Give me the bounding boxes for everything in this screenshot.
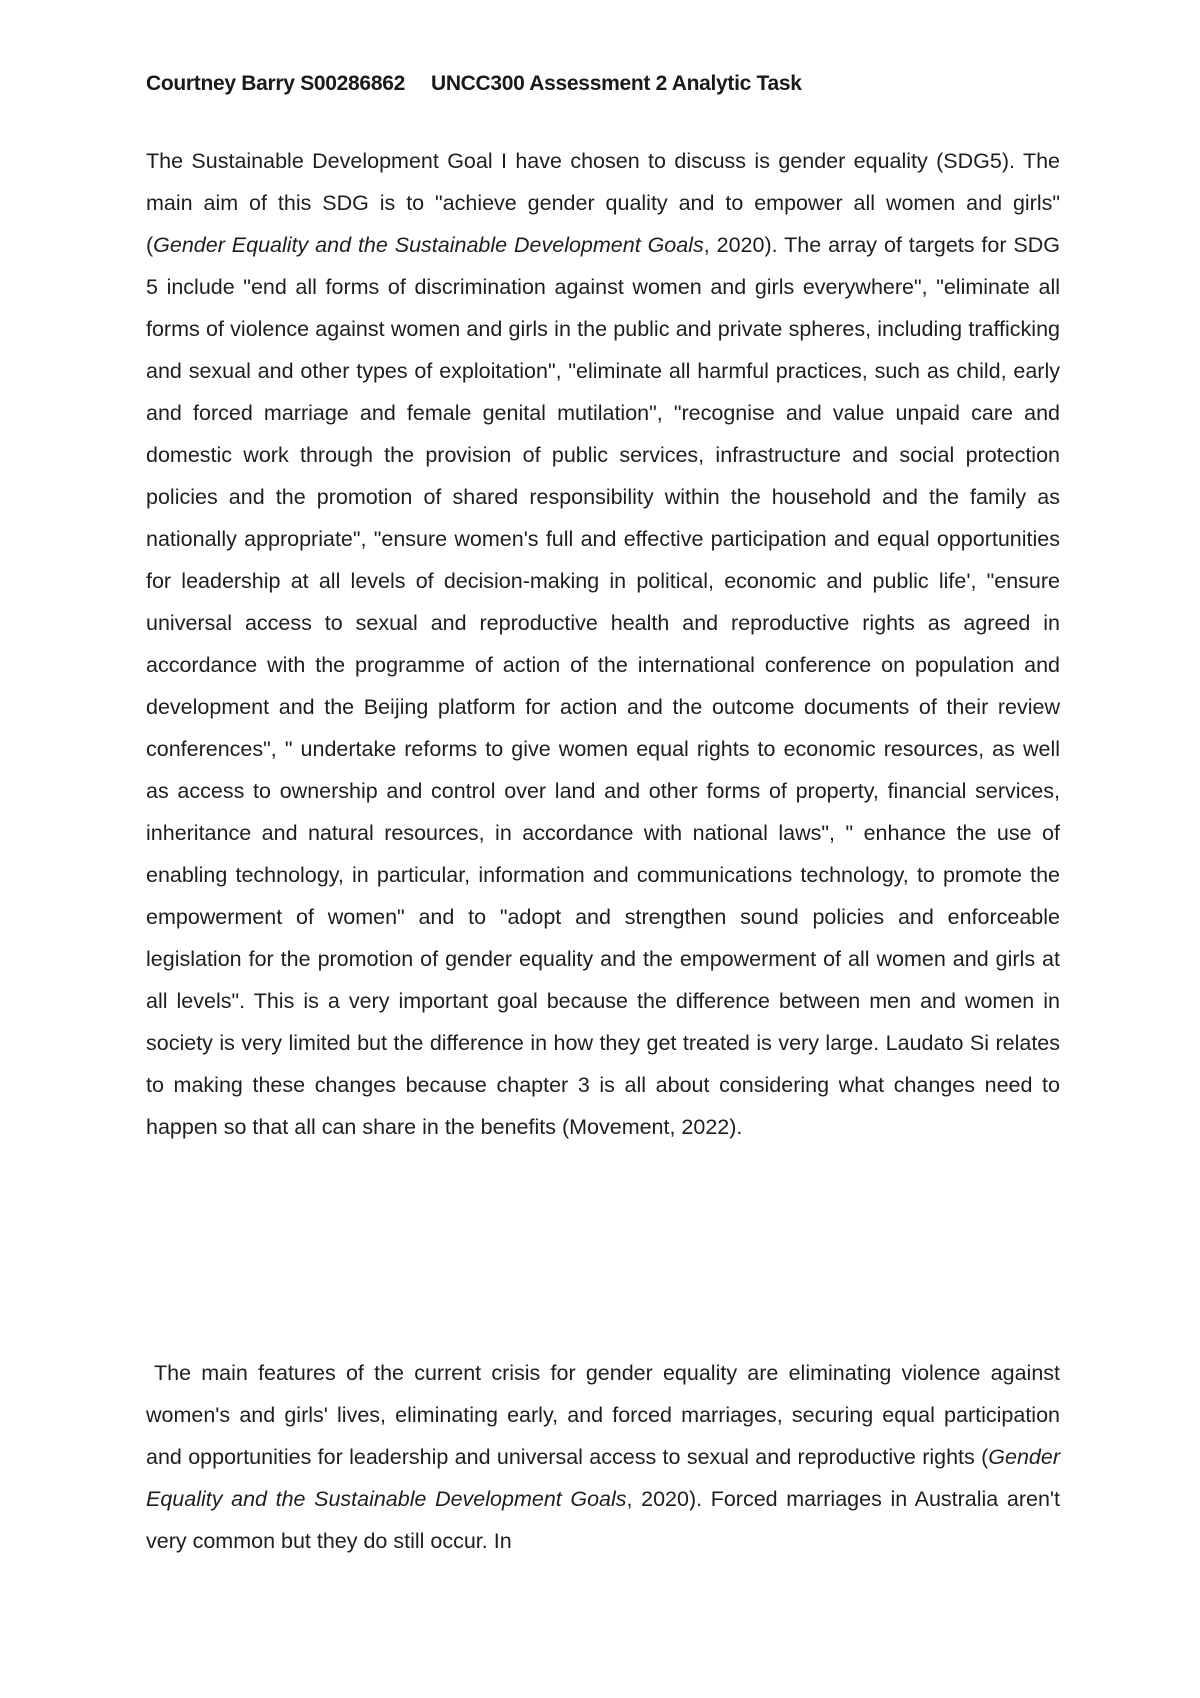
paragraph-1-text-a: The Sustainable Development Goal I have chosen to discuss is gender equality (SDG5). The main aim of this SDG is to "achieve gender quality and to empower all women and girls" (: [146, 149, 1060, 257]
document-header: [146, 72, 802, 96]
author-name: Courtney Barry S00286862: [146, 72, 405, 95]
course-title: UNCC300 Assessment 2 Analytic Task: [430, 72, 802, 95]
paragraph-2: [146, 1352, 1060, 1562]
paragraph-1-text-b: , 2020). The array of targets for SDG 5 include "end all forms of discrimination against women and girls everywhere", "eliminate all forms of violence against women and girls in the public and private spheres, including trafficking and sexual and other types of exploitation", "eliminate all harmful practices, such as child, early and forced marriage and female genital mutilation", "recognise and value unpaid care and domestic work through the provision of public services, infrastructure and social protection policies and the promotion of shared responsibility within the household and the family as nationally appropriate", "ensure women's full and effective participation and equal opportunities for leadership at all levels of decision-making in political, economic and public life', "ensure universal access to sexual and reproductive health and reproductive rights as agreed in accordance with the programme of action of the international conference on population and development and the Beijing platform for action and the outcome documents of their review conferences", " undertake reforms to give women equal rights to economic resources, as well as access to ownership and control over land and other forms of property, financial services, inheritance and natural resources, in accordance with national laws", " enhance the use of enabling technology, in particular, information and communications technology, to promote the empowerment of women" and to "adopt and strengthen sound policies and enforceable legislation for the promotion of gender equality and the empowerment of all women and girls at all levels". This is a very important goal because the difference between men and women in society is very limited but the difference in how they get treated is very large. Laudato Si relates to making these changes because chapter 3 is all about considering what changes need to happen so that all can share in the benefits (Movement, 2022).: [146, 233, 1061, 1139]
paragraph-1: [146, 140, 1060, 1148]
paragraph-1-citation: Gender Equality and the Sustainable Development Goals: [153, 233, 704, 257]
paragraph-2-text-b: , 2020). Forced marriages in Australia aren't very common but they do still occur. In: [146, 1487, 1060, 1553]
paragraph-2-text-a: The main features of the current crisis for gender equality are eliminating violence against women's and girls' lives, eliminating early, and forced marriages, securing equal participation and opportunities for leadership and universal access to sexual and reproductive rights (: [146, 1361, 1060, 1469]
paragraph-2-citation: Gender Equality and the Sustainable Development Goals: [146, 1445, 1060, 1511]
